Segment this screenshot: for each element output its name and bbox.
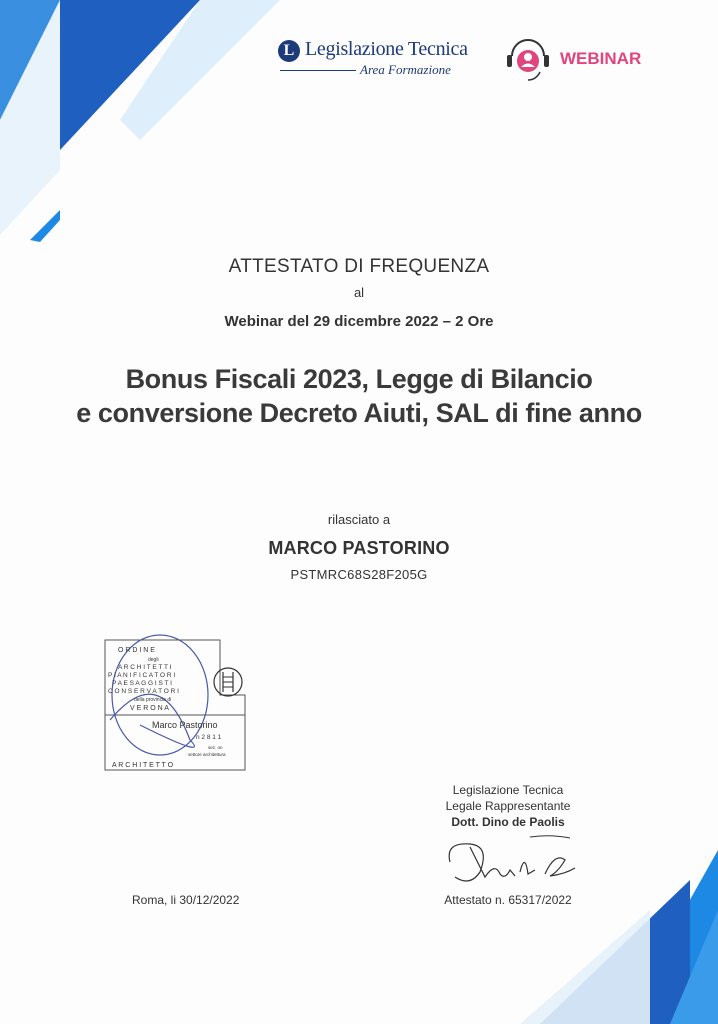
course-title-line-2: e conversione Decreto Aiuti, SAL di fine anno	[76, 398, 642, 428]
logo-divider	[280, 70, 356, 71]
logo-area: Area Formazione	[360, 62, 451, 77]
signatory-role: Legale Rappresentante	[445, 799, 571, 813]
webinar-label: WEBINAR	[560, 49, 642, 68]
certificate-number: Attestato n. 65317/2022	[444, 893, 572, 907]
signatory-company: Legislazione Tecnica	[452, 783, 564, 797]
stamp-line-6: C O N S E R V A T O R I	[108, 688, 179, 695]
webinar-logo	[500, 34, 660, 88]
stamp-line-3: A R C H I T E T T I	[118, 664, 172, 671]
stamp-line-8: V E R O N A	[130, 705, 169, 712]
headset-user-icon	[500, 34, 556, 88]
legislazione-tecnica-logo	[278, 36, 468, 86]
recipient-name: MARCO PASTORINO	[268, 538, 450, 558]
decorative-top-left-shapes	[0, 0, 280, 250]
stamp-section-2: settore architettura	[188, 752, 226, 757]
stamp-footer: A R C H I T E T T O	[112, 762, 174, 769]
handwritten-signature	[440, 832, 590, 892]
stamp-line-1: O R D I N E	[118, 647, 155, 654]
issued-to-label: rilasciato a	[327, 512, 391, 527]
stamp-line-7: della provincia di	[134, 697, 172, 703]
stamp-name: Marco Pastorino	[152, 720, 218, 730]
signatory-name: Dott. Dino de Paolis	[451, 815, 565, 829]
tax-code: PSTMRC68S28F205G	[290, 567, 428, 582]
architect-order-stamp	[100, 630, 260, 780]
connector-text: al	[353, 285, 365, 300]
stamp-number: n 2 8 1 1	[196, 734, 222, 741]
webinar-info: Webinar del 29 dicembre 2022 – 2 Ore	[224, 313, 494, 330]
course-title-line-1: Bonus Fiscali 2023, Legge di Bilancio	[125, 364, 593, 394]
stamp-line-2: degli	[148, 657, 159, 663]
stamp-line-4: P I A N I F I C A T O R I	[108, 672, 176, 679]
stamp-line-5: P A E S A G G I S T I	[112, 680, 172, 687]
logo-initial: L	[278, 40, 300, 62]
place-and-date: Roma, li 30/12/2022	[132, 893, 240, 907]
certificate-heading: ATTESTATO DI FREQUENZA	[228, 256, 490, 277]
logo-name: Legislazione Tecnica	[305, 38, 468, 60]
stamp-section-1: sez. on	[208, 745, 223, 750]
